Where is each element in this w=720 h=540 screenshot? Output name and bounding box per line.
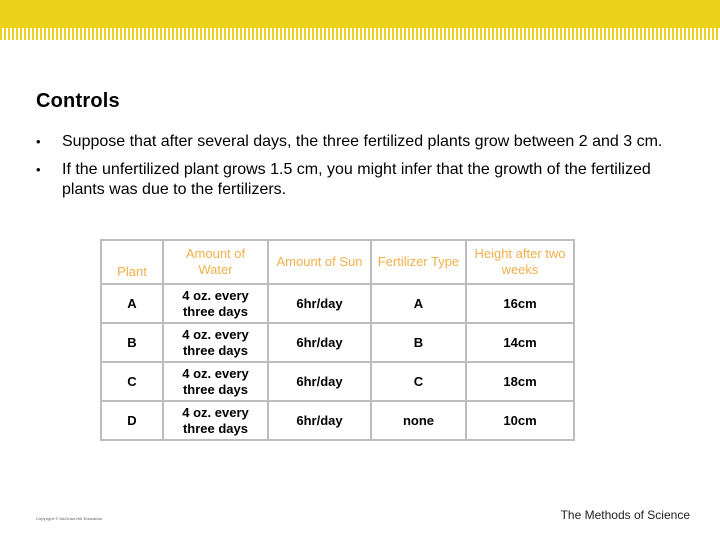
table-cell: 18cm — [466, 362, 574, 401]
table-cell: B — [101, 323, 163, 362]
table-cell: 6hr/day — [268, 323, 371, 362]
column-header: Height after two weeks — [466, 240, 574, 284]
table-row — [101, 323, 574, 362]
table-cell: C — [101, 362, 163, 401]
bullet-marker: • — [36, 162, 41, 177]
table-cell: C — [371, 362, 466, 401]
table-cell: A — [371, 284, 466, 323]
table-cell: 4 oz. every three days — [163, 284, 268, 323]
table-cell: 6hr/day — [268, 401, 371, 440]
table-row — [101, 284, 574, 323]
table-row — [101, 401, 574, 440]
column-header: Amount of Water — [163, 240, 268, 284]
footer-title: The Methods of Science — [560, 508, 690, 522]
table-cell: 4 oz. every three days — [163, 323, 268, 362]
table-cell: A — [101, 284, 163, 323]
table-cell: 4 oz. every three days — [163, 362, 268, 401]
table-cell: 14cm — [466, 323, 574, 362]
plant-growth-table — [100, 239, 575, 441]
table-cell: 4 oz. every three days — [163, 401, 268, 440]
table-row — [101, 362, 574, 401]
table-cell: 6hr/day — [268, 284, 371, 323]
header-band — [0, 0, 720, 28]
column-header: Plant — [101, 240, 163, 284]
column-header: Fertilizer Type — [371, 240, 466, 284]
table-cell: D — [101, 401, 163, 440]
bullet-text: Suppose that after several days, the three fertilized plants grow between 2 and 3 cm. — [62, 133, 663, 150]
table-cell: 16cm — [466, 284, 574, 323]
table-cell: 6hr/day — [268, 362, 371, 401]
bullet-text: If the unfertilized plant grows 1.5 cm, you might infer that the growth of the fertilized plants was due to the fertilizers. — [62, 161, 651, 198]
table-header-row — [101, 240, 574, 284]
bullet-item — [36, 160, 676, 200]
header-stripes — [0, 28, 720, 40]
table-cell: none — [371, 401, 466, 440]
column-header: Amount of Sun — [268, 240, 371, 284]
table-cell: B — [371, 323, 466, 362]
bullet-item — [36, 132, 676, 152]
table-cell: 10cm — [466, 401, 574, 440]
bullet-marker: • — [36, 134, 41, 149]
bullet-list — [36, 132, 676, 208]
slide-title: Controls — [36, 90, 120, 112]
copyright-notice: Copyright © McGraw-Hill Education — [36, 516, 103, 521]
